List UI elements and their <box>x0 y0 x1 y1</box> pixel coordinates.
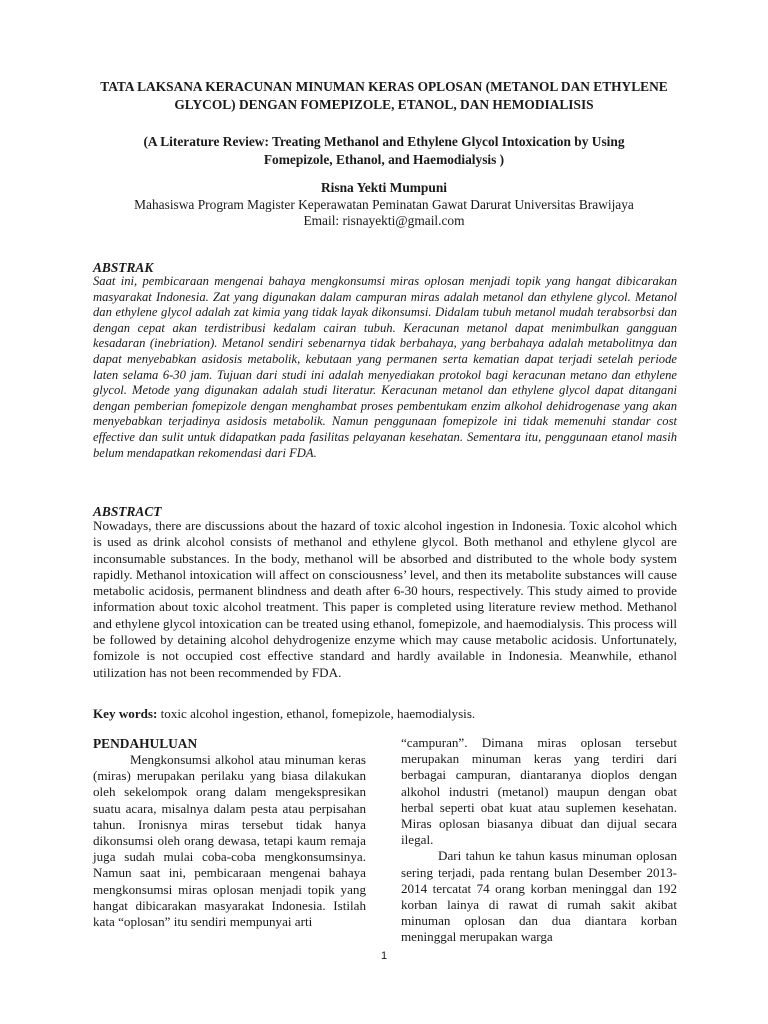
page-number: 1 <box>380 950 388 962</box>
right-column <box>401 735 677 946</box>
keywords <box>93 705 677 722</box>
pendahuluan-paragraph-2: “campuran”. Dimana miras oplosan tersebut merupakan minuman keras yang terdiri dari berbagai campuran, diantaranya dioplos dengan alkohol industri (metanol) maupun dengan obat herbal seperti obat kuat atau suplemen kesehatan. Miras oplosan biasanya dibuat dan dijual secara ilegal. <box>401 735 677 848</box>
pendahuluan-heading: PENDAHULUAN <box>93 736 198 751</box>
abstrak-text: Saat ini, pembicaraan mengenai bahaya mengkonsumsi miras oplosan menjadi topik yang hangat dibicarakan masyarakat Indonesia. Zat yang digunakan dalam campuran miras adalah metanol dan ethylene glycol. Metanol dan ethylene glycol adalah zat kimia yang tidak layak dikonsumsi. Didalam tubuh metanol mudah terabsorbsi dan dengan cepat akan terdistribusi kedalam cairan tubuh. Keracunan metanol dapat menimbulkan gangguan kesadaran (inebriation). Metanol sendiri sebenarnya tidak berbahaya, yang berbahaya adalah metabolitnya dan dapat menyebabkan asidosis metabolik, kebutaan yang permanen serta kematian dapat terjadi setelah periode laten selama 6-30 jam. Tujuan dari studi ini adalah menyediakan protokol bagi keracunan metano dan ethylene glycol. Metode yang digunakan adalah studi literatur. Keracunan metanol dan ethylene glycol dapat ditangani dengan pemberian fomepizole dengan menghambat proses pembentukam enzim alkohol dehidrogenase yang akan menyebabkan terjadinya asidosis metabolik. Namun penggunaan fomepizole ini tidak memenuhi standar cost effective dan sulit untuk didapatkan pada fasilitas pelayanan kesehatan. Sementara itu, penggunaan etanol masih belum mendapatkan rekomendasi dari FDA. <box>93 274 677 460</box>
author-email: Email: risnayekti@gmail.com <box>303 213 465 228</box>
left-column <box>93 735 366 930</box>
abstract-text: Nowadays, there are discussions about the hazard of toxic alcohol ingestion in Indonesia. Toxic alcohol which is used as drink alcohol consists of methanol and ethylene glycol. Both methanol and ethylene glycol are inconsumable substances. In the body, methanol will be absorbed and distributed to the whole body system rapidly. Methanol intoxication will affect on consciousness’ level, and then its metabolite substances will cause metabolic acidosis, permanent blindness and death after 6-30 hours, respectively. This study aimed to provide information about toxic alcohol treatment. This paper is completed using literature review method. Methanol and ethylene glycol intoxication can be treated using ethanol, fomepizole, and haemodialysis. This process will be followed by detaining alcohol dehydrogenize enzyme which may cause metabolic acidosis. Unfortunately, fomizole is not occupied cost effective standard and hardly available in Indonesia. Meanwhile, ethanol utilization has not been recommended by FDA. <box>93 518 677 680</box>
pendahuluan-paragraph-1: Mengkonsumsi alkohol atau minuman keras (miras) merupakan perilaku yang biasa dilakukan oleh sekelompok orang dalam mengekspresikan suatu acara, misalnya dalam pesta atau perpisahan tahun. Ironisnya miras tersebut tidak hanya dikonsumsi oleh orang dewasa, tetapi kaum remaja juga sudah mulai coba-coba mengkonsumsinya. Namun saat ini, pembicaraan mengenai bahaya mengkonsumsi miras oplosan menjadi topik yang hangat dibicarakan masyarakat Indonesia. Istilah kata “oplosan” itu sendiri mempunyai arti <box>93 752 366 930</box>
paper-subtitle: (A Literature Review: Treating Methanol and Ethylene Glycol Intoxication by Using Fomepizole, Ethanol, and Haemodialysis ) <box>143 134 625 167</box>
abstrak-heading: ABSTRAK <box>93 260 154 275</box>
pendahuluan-paragraph-3: Dari tahun ke tahun kasus minuman oplosan sering terjadi, pada rentang bulan Desember 2013-2014 tercatat 74 orang korban meninggal dan 192 korban lainya di rawat di rumah sakit akibat minuman oplosan dan dua diantara korban meninggal merupakan warga <box>401 848 677 945</box>
abstract-heading: ABSTRACT <box>93 504 162 519</box>
keywords-label: Key words: <box>93 706 158 721</box>
keywords-text: toxic alcohol ingestion, ethanol, fomepizole, haemodialysis. <box>157 706 476 721</box>
author-affiliation: Mahasiswa Program Magister Keperawatan Peminatan Gawat Darurat Universitas Brawijaya <box>134 197 634 212</box>
paper-title: TATA LAKSANA KERACUNAN MINUMAN KERAS OPLOSAN (METANOL DAN ETHYLENE GLYCOL) DENGAN FOMEPIZOLE, ETANOL, DAN HEMODIALISIS <box>100 79 668 112</box>
author-name: Risna Yekti Mumpuni <box>320 180 447 195</box>
